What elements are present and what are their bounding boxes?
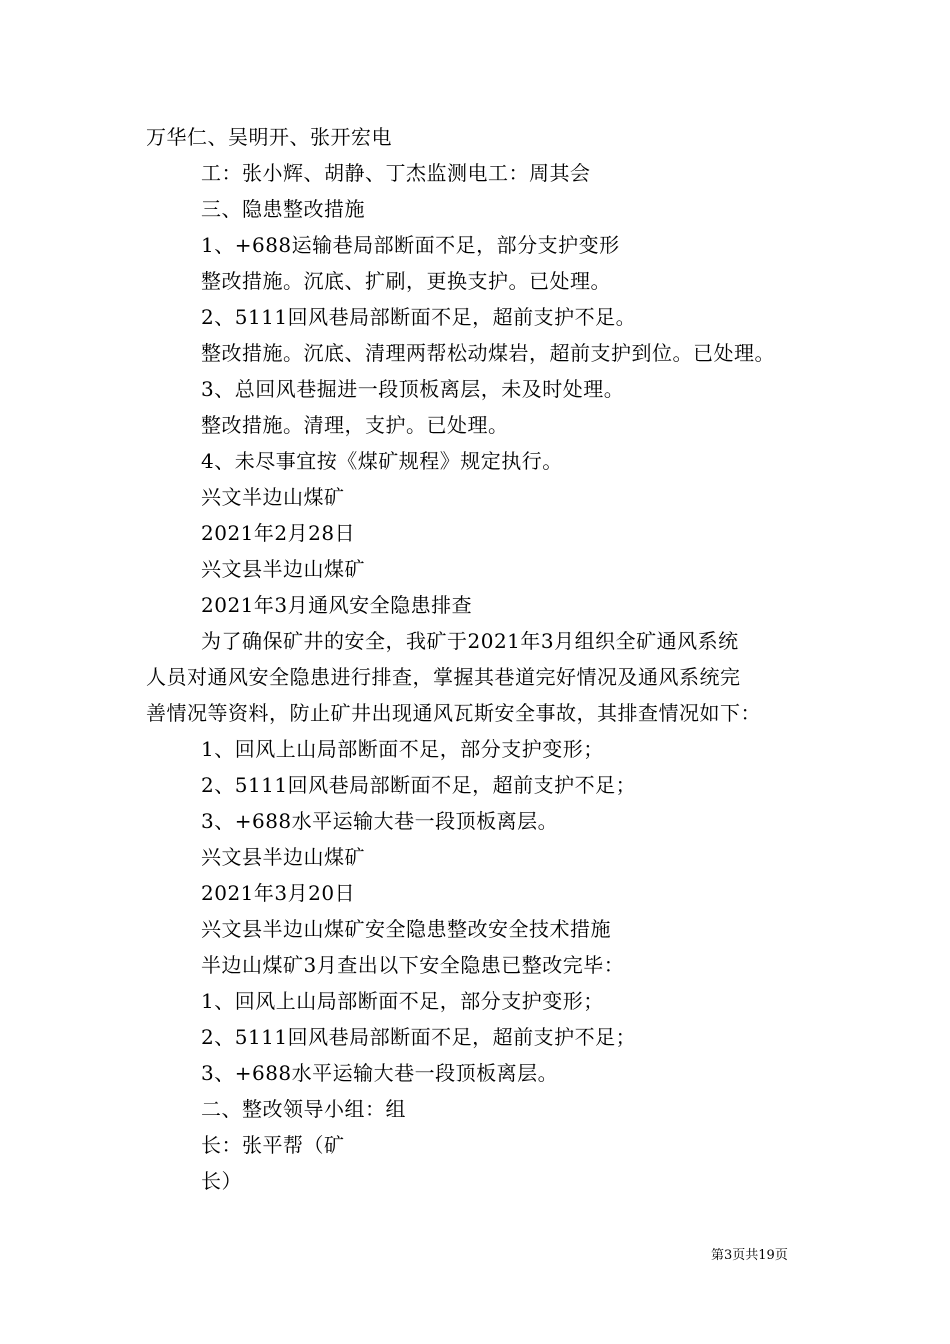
text-line: 3、+688水平运输大巷一段顶板离层。	[201, 809, 559, 833]
text-line: 3、总回风巷掘进一段顶板离层，未及时处理。	[201, 377, 625, 401]
text-line: 2021年3月通风安全隐患排查	[201, 593, 473, 617]
text-line: 3、+688水平运输大巷一段顶板离层。	[201, 1061, 559, 1085]
text-line: 2021年3月20日	[201, 881, 356, 905]
text-line: 2021年2月28日	[201, 521, 356, 545]
text-line: 万华仁、吴明开、张开宏电	[146, 125, 392, 149]
text-line: 兴文县半边山煤矿	[201, 557, 365, 581]
text-line: 2、5111回风巷局部断面不足，超前支护不足；	[201, 1025, 637, 1049]
text-line: 整改措施。沉底、扩刷，更换支护。已处理。	[201, 269, 611, 293]
text-line: 2、5111回风巷局部断面不足，超前支护不足。	[201, 305, 637, 329]
text-line: 整改措施。清理，支护。已处理。	[201, 413, 509, 437]
text-line: 整改措施。沉底、清理两帮松动煤岩，超前支护到位。已处理。	[201, 341, 775, 365]
text-line: 2、5111回风巷局部断面不足，超前支护不足；	[201, 773, 637, 797]
page-number: 第3页共19页	[711, 1248, 788, 1263]
text-line: 为了确保矿井的安全，我矿于2021年3月组织全矿通风系统	[201, 629, 739, 653]
text-line: 二、整改领导小组：组	[201, 1097, 406, 1121]
text-line: 三、隐患整改措施	[201, 197, 365, 221]
text-line: 兴文县半边山煤矿安全隐患整改安全技术措施	[201, 917, 611, 941]
text-line: 1、回风上山局部断面不足，部分支护变形；	[201, 989, 604, 1013]
text-line: 1、回风上山局部断面不足，部分支护变形；	[201, 737, 604, 761]
text-line: 善情况等资料，防止矿井出现通风瓦斯安全事故，其排查情况如下：	[146, 701, 761, 725]
text-line: 人员对通风安全隐患进行排查，掌握其巷道完好情况及通风系统完	[146, 665, 741, 689]
text-line: 4、未尽事宜按《煤矿规程》规定执行。	[201, 449, 563, 473]
text-line: 1、+688运输巷局部断面不足，部分支护变形	[201, 233, 620, 257]
text-line: 长：张平帮（矿	[201, 1133, 345, 1157]
text-line: 工：张小辉、胡静、丁杰监测电工：周其会	[201, 161, 591, 185]
text-line: 半边山煤矿3月查出以下安全隐患已整改完毕：	[201, 953, 625, 977]
text-line: 兴文县半边山煤矿	[201, 845, 365, 869]
text-line: 长）	[201, 1169, 242, 1193]
text-line: 兴文半边山煤矿	[201, 485, 345, 509]
